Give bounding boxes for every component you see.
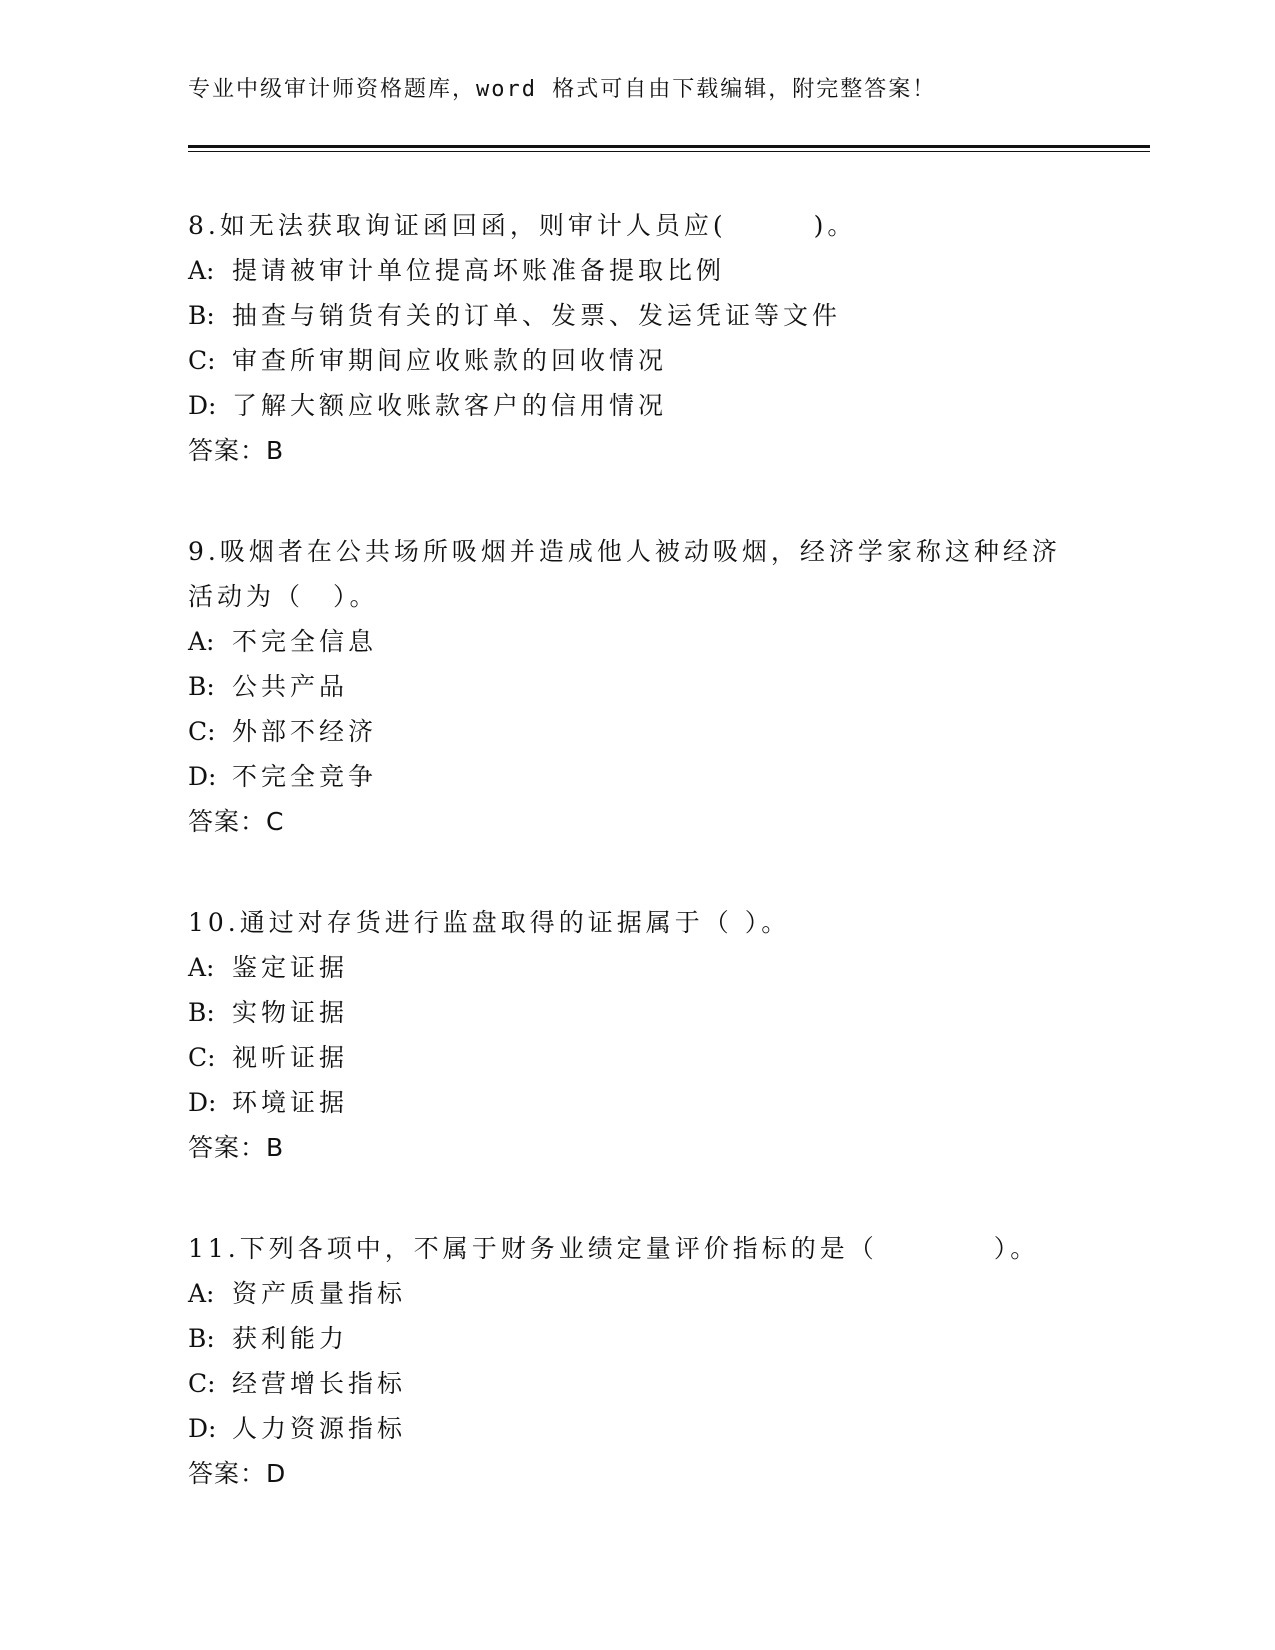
- answer-line: 答案：C: [188, 807, 285, 836]
- question-8: [188, 203, 1088, 473]
- option-key: D:: [188, 1414, 217, 1443]
- option-text: 审查所审期间应收账款的回收情况: [232, 346, 668, 375]
- option-key: C:: [188, 1043, 216, 1072]
- option-b: [188, 990, 1088, 1035]
- option-text: 人力资源指标: [232, 1414, 407, 1443]
- option-text: 公共产品: [232, 672, 349, 701]
- question-stem-continued: 活动为（ ）。: [188, 582, 379, 611]
- option-text: 抽查与销货有关的订单、发票、发运凭证等文件: [232, 301, 842, 330]
- question-11: [188, 1226, 1088, 1496]
- option-b: [188, 293, 1088, 338]
- option-key: A:: [188, 627, 215, 656]
- question-stem: 10.通过对存货进行监盘取得的证据属于（ ）。: [188, 908, 791, 937]
- option-b: [188, 1316, 1088, 1361]
- option-text: 实物证据: [232, 998, 349, 1027]
- header-rule-thick: [188, 145, 1150, 148]
- option-c: [188, 1035, 1088, 1080]
- option-a: [188, 619, 1088, 664]
- option-text: 经营增长指标: [232, 1369, 407, 1398]
- option-text: 环境证据: [232, 1088, 349, 1117]
- option-text: 视听证据: [232, 1043, 349, 1072]
- option-key: B:: [188, 301, 215, 330]
- page-header: 专业中级审计师资格题库，word 格式可自由下载编辑，附完整答案！: [188, 77, 937, 102]
- option-key: D:: [188, 762, 217, 791]
- option-c: [188, 1361, 1088, 1406]
- option-key: C:: [188, 1369, 216, 1398]
- question-9: [188, 529, 1088, 844]
- option-key: C:: [188, 346, 216, 375]
- option-text: 不完全信息: [232, 627, 378, 656]
- option-key: D:: [188, 391, 217, 420]
- option-d: [188, 1080, 1088, 1125]
- header-rule-thin: [188, 151, 1150, 152]
- option-key: A:: [188, 953, 215, 982]
- option-c: [188, 338, 1088, 383]
- option-a: [188, 1271, 1088, 1316]
- option-key: B:: [188, 998, 215, 1027]
- option-d: [188, 383, 1088, 428]
- option-text: 外部不经济: [232, 717, 378, 746]
- question-list: [188, 203, 1088, 1552]
- question-10: [188, 900, 1088, 1170]
- option-text: 提请被审计单位提高坏账准备提取比例: [232, 256, 726, 285]
- option-a: [188, 945, 1088, 990]
- option-text: 了解大额应收账款客户的信用情况: [232, 391, 668, 420]
- answer-line: 答案：B: [188, 1133, 285, 1162]
- option-text: 资产质量指标: [232, 1279, 407, 1308]
- option-key: D:: [188, 1088, 217, 1117]
- question-stem: 9.吸烟者在公共场所吸烟并造成他人被动吸烟，经济学家称这种经济: [188, 537, 1061, 566]
- option-text: 获利能力: [232, 1324, 349, 1353]
- question-stem: 8.如无法获取询证函回函，则审计人员应( )。: [188, 211, 857, 240]
- option-key: A:: [188, 1279, 215, 1308]
- option-c: [188, 709, 1088, 754]
- option-key: B:: [188, 672, 215, 701]
- answer-line: 答案：D: [188, 1459, 287, 1488]
- question-stem: 11.下列各项中，不属于财务业绩定量评价指标的是（ ）。: [188, 1234, 1040, 1263]
- answer-line: 答案：B: [188, 436, 285, 465]
- option-d: [188, 1406, 1088, 1451]
- option-text: 不完全竞争: [232, 762, 378, 791]
- option-key: A:: [188, 256, 215, 285]
- option-d: [188, 754, 1088, 799]
- option-key: C:: [188, 717, 216, 746]
- option-b: [188, 664, 1088, 709]
- option-key: B:: [188, 1324, 215, 1353]
- option-a: [188, 248, 1088, 293]
- option-text: 鉴定证据: [232, 953, 349, 982]
